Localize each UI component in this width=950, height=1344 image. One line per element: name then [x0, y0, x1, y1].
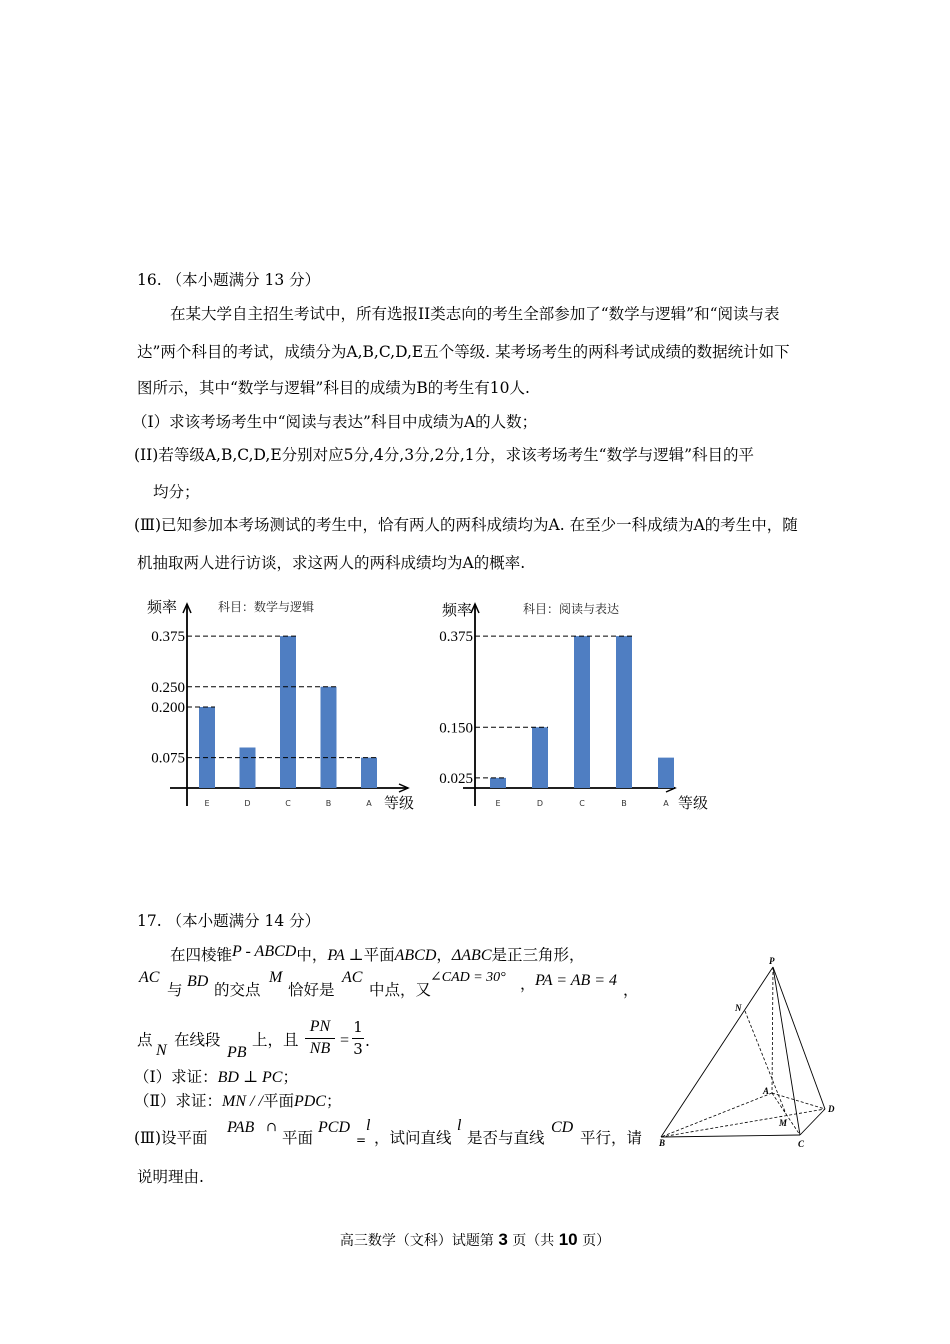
q16-part-3a: (Ⅲ)已知参加本考场测试的考生中，恰有两人的两科成绩均为A. 在至少一科成绩为A的考生中，随 [134, 516, 798, 534]
q16-part-3b: 机抽取两人进行访谈，求这两人的两科成绩均为A的概率. [137, 554, 526, 572]
edge-cd [800, 1109, 825, 1135]
y-tick-0.025: 0.025 [439, 770, 473, 787]
chart-title: 科目：数学与逻辑 [218, 600, 315, 614]
bar-E [199, 707, 215, 788]
q17-part-2: （Ⅱ）求证：MN / /平面PDC； [134, 1092, 342, 1110]
label-c: C [798, 1139, 805, 1149]
bar-C [280, 636, 296, 788]
q16-line-1: 在某大学自主招生考试中，所有选报II类志向的考生全部参加了“数学与逻辑”和“阅读与表 [170, 305, 780, 323]
label-m: M [779, 1118, 788, 1128]
edge-pc [773, 967, 800, 1135]
bar-B [321, 687, 337, 788]
chart-reading-expression [425, 590, 725, 825]
bar-A [361, 758, 377, 788]
y-tick-0.150: 0.150 [439, 720, 473, 737]
edge-pb [661, 967, 773, 1137]
y-tick-0.200: 0.200 [151, 700, 185, 716]
x-tick-B: B [621, 799, 627, 808]
x-tick-C: C [285, 799, 291, 808]
x-tick-C: C [579, 799, 585, 808]
y-tick-0.375: 0.375 [439, 629, 473, 646]
label-n: N [735, 1003, 742, 1013]
q17-part-1: （Ⅰ）求证：BD ⊥ PC； [134, 1068, 298, 1086]
fraction-one-third: $\frac{1}{3}$ [353, 1018, 363, 1058]
label-a: A [763, 1086, 770, 1096]
x-tick-D: D [244, 799, 251, 808]
q16-line-3: 图所示，其中“数学与逻辑”科目的成绩为B的考生有10人. [137, 379, 530, 397]
edge-ad [772, 1093, 825, 1109]
x-tick-D: D [536, 799, 544, 808]
bar-E [490, 778, 506, 788]
label-b: B [659, 1138, 666, 1148]
q17-line-3: 点 N 在线段 PB 上，且 $\frac{PN}{NB}$ = $\frac{1}{3}$ . [137, 1018, 370, 1061]
edge-pa [772, 967, 773, 1093]
x-tick-E: E [204, 799, 210, 808]
q16-header: 16. （本小题满分 13 分） [137, 271, 321, 289]
bar-D [532, 727, 548, 788]
q17-part-3: (Ⅲ)设平面 PAB ∩ 平面 PCD = l ，试问直线 l 是否与直线 CD 平行，请 [134, 1117, 643, 1147]
page-footer: 高三数学（文科）试题第 3 页（共 10 页） [339, 1230, 611, 1249]
x-tick-E: E [495, 799, 501, 808]
y-tick-0.375: 0.375 [151, 629, 185, 646]
label-d: D [828, 1104, 835, 1114]
bar-D [240, 748, 256, 789]
q16-line-2: 达”两个科目的考试，成绩分为A,B,C,D,E五个等级. 某考场考生的两科考试成绩的数据统计如下 [137, 343, 790, 361]
x-tick-B: B [325, 799, 332, 808]
q16-part-2a: (II)若等级A,B,C,D,E分别对应5分,4分,3分,2分,1分，求该考场考生“数学与逻辑”科目的平 [134, 446, 754, 464]
fraction-pn-nb: $\frac{PN}{NB}$ [305, 1017, 335, 1059]
segment-nm [745, 1011, 786, 1114]
label-p: P [769, 956, 775, 966]
q16-part-1: （I）求该考场考生中“阅读与表达”科目中成绩为A的人数； [132, 413, 538, 431]
y-tick-0.075: 0.075 [151, 750, 185, 767]
edge-bd [661, 1109, 825, 1137]
edge-bc [661, 1135, 800, 1137]
x-tick-A: A [663, 799, 669, 808]
y-axis-label: 频率 [442, 601, 473, 619]
bar-B [616, 636, 632, 788]
bar-C [574, 636, 590, 788]
edge-ab [661, 1093, 772, 1137]
q16-part-2b: 均分； [153, 483, 200, 501]
q17-part-3b: 说明理由. [137, 1168, 204, 1186]
bar-A [658, 758, 674, 788]
chart-title: 科目：阅读与表达 [523, 602, 620, 616]
x-axis-label: 等级 [678, 794, 709, 812]
q17-header: 17. （本小题满分 14 分） [137, 912, 321, 930]
pyramid-figure [650, 955, 850, 1155]
q17-line-1: 在四棱锥P - ABCD中，PA ⊥平面ABCD，ΔABC是正三角形， [170, 943, 585, 964]
page-total: 10 [558, 1230, 578, 1249]
chart-math-logic [130, 590, 430, 825]
y-axis-label: 频率 [147, 598, 178, 616]
edge-pd [773, 967, 825, 1109]
x-axis-label: 等级 [384, 794, 415, 812]
y-tick-0.250: 0.250 [151, 679, 185, 696]
x-tick-A: A [366, 799, 372, 808]
page-number: 3 [498, 1230, 508, 1249]
